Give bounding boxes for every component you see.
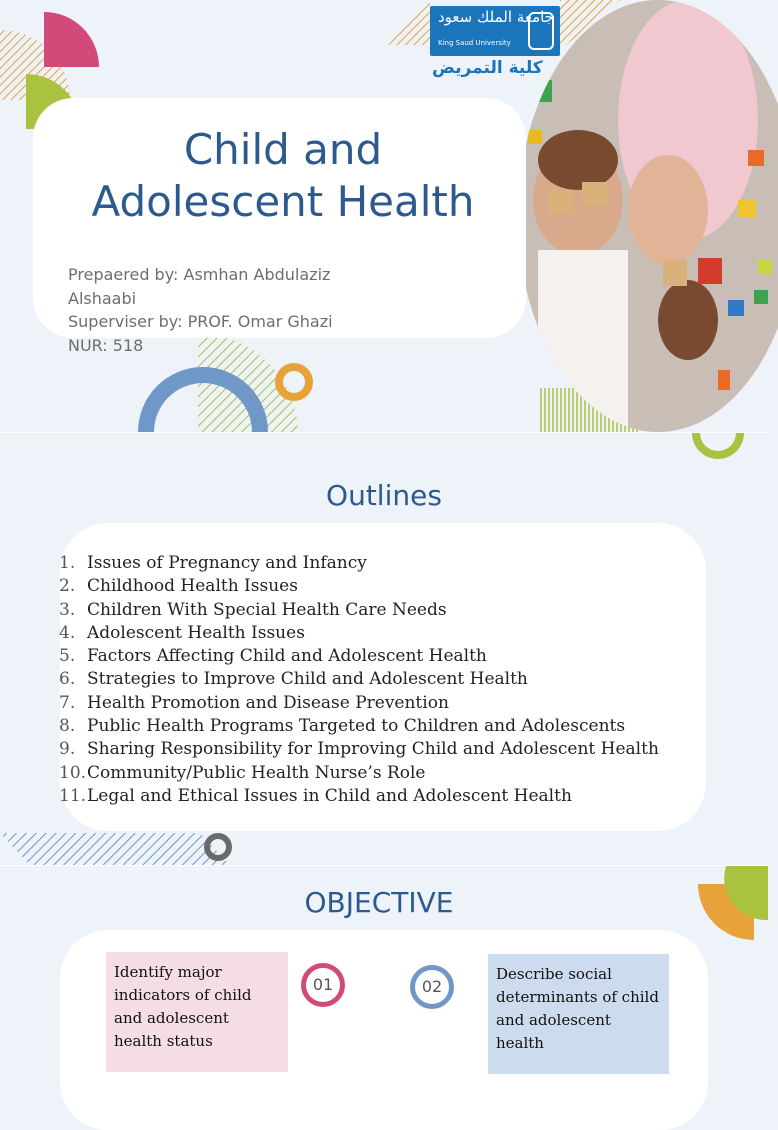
outline-item-text: Sharing Responsibility for Improving Child and Adolescent Health	[87, 739, 659, 760]
outline-list	[59, 552, 659, 808]
outline-item-number: 10.	[59, 762, 87, 783]
outline-item	[59, 738, 659, 761]
logo-arabic-text: جامعة الملك سعود	[438, 8, 554, 26]
outline-item-number: 4.	[59, 622, 76, 643]
author-info	[68, 263, 368, 357]
objective-2-text: Describe social determinants of child and adolescent health	[488, 954, 669, 1074]
children-photo	[518, 0, 778, 432]
outline-item-number: 5.	[59, 646, 76, 667]
outline-item-text: Childhood Health Issues	[87, 576, 298, 597]
outlines-slide	[0, 433, 768, 865]
outline-item-number: 1.	[59, 553, 76, 573]
outline-item	[59, 715, 659, 738]
orange-ring	[279, 367, 309, 397]
title-line-2: Adolescent Health	[91, 177, 475, 226]
objective-heading: OBJECTIVE	[304, 886, 454, 919]
hatched-blue-band	[0, 833, 230, 865]
outline-item	[59, 552, 659, 575]
objective-2-number: 02	[410, 965, 454, 1009]
title-slide	[0, 0, 768, 432]
course-code: NUR: 518	[68, 335, 144, 355]
logo-latin-text: King Saud University	[438, 39, 511, 47]
outline-item	[59, 762, 659, 785]
outline-item-text: Children With Special Health Care Needs	[87, 599, 447, 620]
objective-1-text: Identify major indicators of child and adolescent health status	[106, 952, 288, 1072]
outline-item	[59, 645, 659, 668]
outline-item-text: Legal and Ethical Issues in Child and Adolescent Health	[87, 785, 572, 806]
outline-item	[59, 785, 659, 808]
outlines-heading: Outlines	[326, 479, 442, 512]
outline-item-text: Factors Affecting Child and Adolescent Health	[87, 646, 487, 667]
outline-item-number: 11.	[59, 785, 87, 806]
lime-ring-segment	[692, 433, 744, 459]
hatched-triangle	[388, 0, 430, 45]
outline-item	[59, 575, 659, 598]
presentation-title	[33, 124, 533, 228]
outline-item-number: 8.	[59, 716, 76, 737]
outline-item-text: Issues of Pregnancy and Infancy	[87, 553, 367, 573]
magenta-quarter	[44, 12, 99, 67]
outline-item-text: Community/Public Health Nurse’s Role	[87, 762, 426, 783]
outline-item-number: 6.	[59, 669, 76, 690]
college-name: كلية التمريض	[432, 58, 543, 78]
outline-item	[59, 622, 659, 645]
supervisor-line: Superviser by: PROF. Omar Ghazi	[68, 312, 333, 331]
outline-item	[59, 668, 659, 691]
outline-item-text: Strategies to Improve Child and Adolescent Health	[87, 669, 528, 690]
outline-item	[59, 599, 659, 622]
outline-item-number: 2.	[59, 576, 76, 597]
objective-1-number: 01	[301, 963, 345, 1007]
outline-item-number: 7.	[59, 692, 76, 713]
outline-item-number: 3.	[59, 599, 76, 620]
outline-item	[59, 692, 659, 715]
prepared-by-line-2: Alshaabi	[68, 288, 137, 308]
prepared-by-line-1: Prepaered by: Asmhan Abdulaziz	[68, 265, 331, 284]
outline-item-text: Adolescent Health Issues	[87, 622, 305, 643]
outline-item-text: Health Promotion and Disease Prevention	[87, 692, 449, 713]
outline-item-text: Public Health Programs Targeted to Children and Adolescents	[87, 716, 626, 737]
objective-slide	[0, 866, 768, 1052]
title-line-1: Child and	[183, 125, 383, 174]
outline-item-number: 9.	[59, 739, 76, 760]
